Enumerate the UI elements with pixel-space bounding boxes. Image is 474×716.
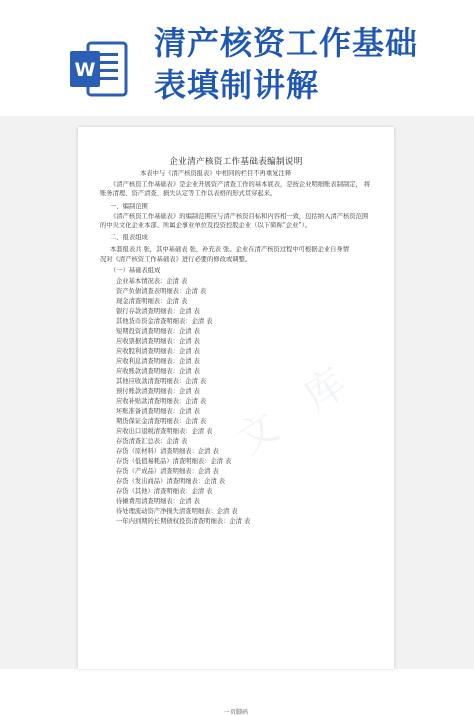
list-item: 现金清查明细表：企清 表 (116, 298, 188, 305)
subsection-heading: （一）基础表组成 (110, 267, 161, 274)
list-item: 应收补贴款清查明细表：企清 表 (116, 398, 207, 405)
list-item: 存货（低值易耗品）清查明细表：企清 表 (116, 458, 232, 465)
paragraph-line: 《清产核资工作基础表》是企业开展资产清查工作的基本底表，是按企业明细账表制制定， 将 (110, 181, 371, 188)
list-item: 其他货币资金清查明细表：企清 表 (116, 318, 213, 325)
list-item: 其他应收款清查明细表：企清 表 (116, 378, 207, 385)
list-item: 应收票据清查明细表：企清 表 (116, 338, 200, 345)
list-item: 预付账款清查明细表：企清 表 (116, 388, 200, 395)
list-item: 存货（发出商品）清查明细表：企清 表 (116, 478, 226, 485)
list-item: 一年内到期的长期债权投资清查明细表：企清 表 (116, 518, 251, 525)
list-item: 存货（原材料）清查明细表：企清 表 (116, 448, 219, 455)
list-item: 期货保证金清查明细表：企清 表 (116, 418, 207, 425)
watermark: 文 库 (228, 352, 367, 465)
list-item: 应收账款清查明细表：企清 表 (116, 368, 200, 375)
list-item: 企业基本情况表：企清 表 (116, 278, 188, 285)
header-title-line-2: 表填制讲解 (154, 66, 320, 104)
word-icon-letter: W (74, 59, 96, 81)
paragraph-line: 账务清理、资产清查、损失认定等工作以表格的形式贯穿起来。 (100, 190, 277, 197)
header-title (154, 22, 464, 106)
list-item: 应收股利清查明细表：企清 表 (116, 348, 200, 355)
paragraph-line: 况对《清产核资工作基础表》进行必要的修改或调整。 (100, 256, 252, 263)
list-item: 应收利息清查明细表：企清 表 (116, 358, 200, 365)
preview-header (0, 0, 474, 116)
list-item: 资产负债清查表明细表：企清 表 (116, 288, 207, 295)
list-item: 坏账准备清查明细表：企清 表 (116, 408, 200, 415)
section-heading: 二、报表组成 (110, 234, 148, 241)
paragraph-line: 《清产核资工作基础表》的编制范围应与清产核资目标和内容相一致，包括纳入清产核资范围 (110, 213, 369, 220)
word-document-icon (66, 37, 130, 101)
list-item: 存货清查汇总表：企清 表 (116, 438, 188, 445)
list-item: 银行存款清查明细表：企清 表 (116, 308, 200, 315)
list-item: 存货（其他）清查明细表：企清 表 (116, 488, 213, 495)
list-item: 存货（产成品）清查明细表：企清 表 (116, 468, 219, 475)
paragraph-line: 本套报表共 张，其中基础表 张，补充表 张。企业在清产核资过程中可根据企业自身情 (110, 246, 349, 253)
list-item: 应收出口退税清查明细表：企清 表 (116, 428, 213, 435)
header-title-line-1: 清产核资工作基础 (154, 24, 419, 62)
page-number: 一页脚码 (224, 709, 249, 716)
list-item: 待摊费用清查明细表：企清 表 (116, 498, 200, 505)
document-page (78, 127, 394, 716)
document-subnote: 本表中与《清产核资报表》中相同的栏目不再重复注释 (140, 170, 292, 177)
list-item: 短期投资清查明细表：企清 表 (116, 328, 200, 335)
list-item: 待处理流动资产净损失清查明细表：企清 表 (116, 508, 238, 515)
paragraph-line: 的中央文化企业本部、所属企事业单位及投资控股企业（以下简称“企业”）。 (100, 222, 312, 229)
document-title: 企业清产核资工作基础表编制说明 (169, 157, 303, 167)
section-heading: 一、编制范围 (110, 203, 148, 210)
